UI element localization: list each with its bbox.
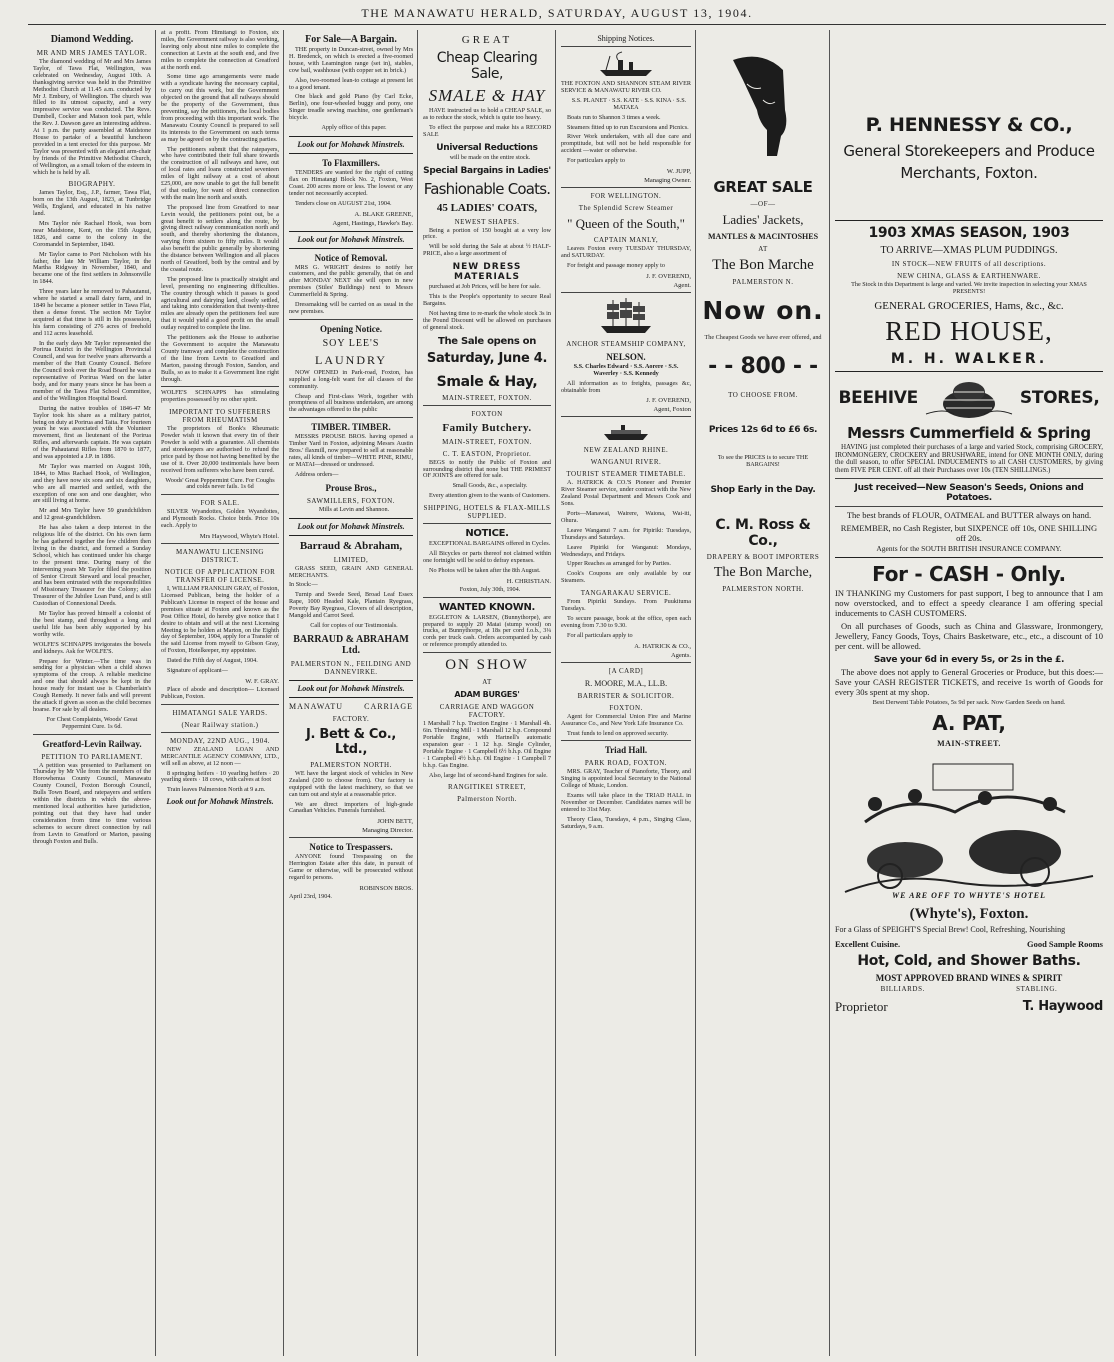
proprietor-label: Proprietor bbox=[835, 998, 888, 1014]
ad-title: SMALE & HAY bbox=[428, 86, 546, 105]
ad-label: [A CARD] bbox=[608, 666, 644, 675]
illustration-banner: WE ARE OFF TO WHYTE'S HOTEL bbox=[891, 890, 1047, 900]
divider bbox=[289, 417, 413, 418]
ad-title: GREAT SALE bbox=[713, 178, 813, 196]
ad-subheading: LIMITED, bbox=[333, 555, 369, 564]
paragraph: To see the PRICES is to secure THE BARGAINS! bbox=[717, 453, 809, 468]
paragraph: 8 springing heifers · 10 yearling heifers · 20 yearling steers · 18 cows, with calves at foot bbox=[161, 769, 279, 784]
divider bbox=[289, 319, 413, 320]
divider bbox=[835, 220, 1103, 221]
paragraph: at a profit. From Himitangi to Foxton, six miles, the Government railway is also working, leaving only about nine miles to complete the connection at Levin at the south end, and five miles to complete the connection at Greatford at the north end. bbox=[161, 30, 279, 71]
divider bbox=[161, 386, 279, 387]
paragraph: During the native troubles of 1846-47 Mr Taylor took his share as a military patriot, being on duty at Porirua and Taita. For fourteen years he was associated with the Volunteer movement, first as lieutenant of the Porirua Rifles, and afterwards captain. He was captain of the Pahautanui Rifles from 1870 to 1877, and was appointed a J.P. in 1886. bbox=[33, 404, 151, 461]
hotel-illustration bbox=[835, 752, 1103, 902]
paragraph: Tenders close on AUGUST 21st, 1904. bbox=[295, 199, 392, 207]
masthead-rule bbox=[28, 24, 1106, 25]
paragraph: GRASS SEED, GRAIN AND GENERAL MERCHANTS. bbox=[289, 564, 413, 579]
ad-heading: Notice to Trespassers. bbox=[309, 842, 393, 853]
ad-subheading: CARRIAGE AND WAGGON FACTORY. bbox=[439, 703, 535, 720]
ad-subheading: TO CHOOSE FROM. bbox=[728, 390, 798, 399]
signature: A. BLAKE GREENE, bbox=[354, 210, 413, 218]
paragraph: No Photos will be taken after the 8th August. bbox=[429, 566, 541, 574]
ad-title: LAUNDRY bbox=[314, 352, 387, 367]
paragraph: Call for copies of our Testimonials. bbox=[310, 621, 398, 629]
mohawk-ad: Look out for Mohawk Minstrels. bbox=[297, 139, 405, 149]
paragraph: To secure passage, book at the office, open each evening from 7.30 to 9.30. bbox=[561, 615, 691, 629]
ad-title: Family Butchery. bbox=[442, 421, 532, 434]
ad-subheading: PALMERSTON NORTH. bbox=[310, 760, 392, 769]
divider bbox=[161, 494, 279, 495]
ad-subheading: PALMERSTON N., FEILDING AND DANNEVIRKE. bbox=[290, 659, 412, 676]
ad-subheading: WANGANUI RIVER. bbox=[590, 458, 662, 467]
ad-subheading: DRAPERY & BOOT IMPORTERS bbox=[706, 552, 820, 561]
ad-subheading: CAPTAIN MANLY, bbox=[593, 236, 659, 245]
ad-title: J. Bett & Co., Ltd., bbox=[306, 726, 396, 757]
ad-subheading: FACTORY. bbox=[332, 714, 370, 723]
signature: J. F. OVEREND, bbox=[646, 272, 691, 280]
paragraph: Cook's Coupons are only available by our Steamers. bbox=[561, 570, 691, 585]
paragraph: Every attention given to the wants of Customers. bbox=[429, 492, 550, 500]
divider bbox=[289, 231, 413, 232]
paragraph: For all particulars apply to bbox=[567, 631, 633, 639]
ad-heading: NEW ZEALAND RHINE. bbox=[583, 446, 669, 455]
ad-title: NELSON. bbox=[606, 351, 646, 362]
ad-subheading: PARK ROAD, FOXTON. bbox=[584, 759, 668, 768]
signature: ROBINSON BROS. bbox=[359, 884, 413, 892]
ad-title: C. M. Ross & Co., bbox=[715, 516, 811, 549]
column-7 bbox=[830, 30, 1108, 1358]
paragraph: All information as to freights, passages &c, obtainable from bbox=[561, 379, 691, 394]
paragraph: The Cheapest Goods we have ever offered, and bbox=[704, 334, 822, 341]
paragraph: Address orders— bbox=[295, 470, 339, 478]
signature: Mrs Haywood, Whyte's Hotel. bbox=[199, 533, 279, 541]
ad-heading: Universal Reductions bbox=[436, 142, 538, 153]
ad-title: Cheap Clearing Sale, bbox=[436, 50, 538, 82]
ad-title: GREAT bbox=[461, 34, 513, 46]
ad-wolfe: WOLFE'S SCHNAPPS invigorates the bowels and kidneys. Ask for WOLFE'S. bbox=[33, 640, 151, 655]
paragraph: Some time ago arrangements were made with a syndicate having the necessary capital, to carry out this work, but the Government objected on the ground that all railways should be the property of the Government, thus preventing, say the petitioners, the local bodies from proceeding with this important work. The Manawatu County Council is prepared to sell its interests to the Government on such terms as may be agreed on by the contracting parties. bbox=[161, 73, 279, 143]
paragraph: A petition was presented to Parliament on Thursday by Mr Vile from the members of the Horowhenua County Council, Manawatu County Council, Foxton Borough Council, Bulls Town Board, and ratepayers and settlers within the districts in which the above-mentioned local authorities have jurisdiction, pointing out that they have had under consideration from time to time various schemes to secure direct connection by rail from Levin to Greatford or Marton, passing through Foxton and Bulls. bbox=[33, 761, 151, 845]
signature: Agent. bbox=[673, 281, 691, 289]
signature: Managing Director. bbox=[362, 827, 413, 835]
paragraph: Apply office of this paper. bbox=[321, 124, 387, 132]
coach-illustration-icon bbox=[835, 752, 1103, 902]
ad-title: RED HOUSE, bbox=[885, 315, 1053, 346]
paragraph: A. HATRICK & CO.'S Pioneer and Premier River Steamer service, under contract with the New Zealand Postal Department and Messrs Cook and Sons. bbox=[561, 479, 691, 508]
ad-heading: Save your 6d in every 5s, or 2s in the £. bbox=[873, 654, 1065, 665]
paragraph: MRS. GRAY, Teacher of Pianoforte, Theory, and Singing is appointed local Secretary to the National College of Music, London. bbox=[561, 768, 691, 790]
ad-subheading: NEW CHINA, GLASS & EARTHENWARE. bbox=[897, 272, 1041, 280]
paragraph: Dressmaking will be carried on as usual in the new premises. bbox=[289, 301, 413, 315]
ad-heading: TANGARAKAU SERVICE. bbox=[580, 589, 672, 598]
ad-title: BEEHIVE bbox=[838, 387, 918, 408]
ad-title: P. HENNESSY & CO., bbox=[865, 114, 1073, 136]
ad-subheading: The Splendid Screw Steamer bbox=[578, 204, 674, 213]
signature: J. F. OVEREND, bbox=[646, 397, 691, 405]
ad-heading: For Sale—A Bargain. bbox=[305, 34, 397, 45]
paragraph: Steamers fitted up to run Excursions and Picnics. bbox=[567, 123, 689, 131]
signature: Managing Owner. bbox=[644, 177, 691, 185]
paragraph: NOW OPENED in Park-road, Foxton, has supplied a long-felt want for all classes of the community. bbox=[289, 368, 413, 390]
signature: Agents. bbox=[670, 651, 691, 659]
divider bbox=[561, 46, 691, 47]
ad-heading: WANTED KNOWN. bbox=[438, 601, 536, 613]
ad-title: - - 800 - - bbox=[708, 353, 818, 379]
paragraph: Prepare for Winter.—The time was in sending for a physician when a child shows symptoms of the croup. A reliable medicine and one that should always be kept in the house ready for instant use is Chamberlain's Cough Remedy. It never fails and will prevent the attack if given as soon as the child becomes hoarse. For sale by all dealers. bbox=[33, 657, 151, 713]
ad-heading: FOXTON bbox=[471, 409, 503, 418]
paragraph: Small Goods, &c., a specialty. bbox=[452, 482, 528, 490]
ad-subheading: C. T. EASTON, Proprietor. bbox=[442, 449, 532, 458]
ad-heading: Notice of Removal. bbox=[314, 252, 388, 263]
paragraph: Trust funds to lend on approved security. bbox=[567, 729, 669, 737]
divider bbox=[835, 557, 1103, 558]
paragraph: Also, large list of second-hand Engines for sale. bbox=[429, 771, 548, 779]
signature: W. F. GRAY. bbox=[245, 677, 279, 685]
paragraph: NEW ZEALAND LOAN AND MERCANTILE AGENCY COMPANY, LTD., will sell as above, at 12 noon — bbox=[161, 745, 279, 767]
paragraph: BEGS to notify the Public of Foxton and surrounding district that none but THE PRIMEST OF JOINTS are offered for sale. bbox=[423, 458, 551, 480]
ad-heading: To Flaxmillers. bbox=[322, 157, 380, 168]
paragraph: Mr and Mrs Taylor have 59 grandchildren and 12 great-grandchildren. bbox=[33, 507, 151, 522]
ad-title: Messrs Cummerfield & Spring bbox=[847, 423, 1091, 442]
ad-title: The Bon Marche, bbox=[713, 564, 813, 580]
ad-heading: Special Bargains in Ladies' bbox=[423, 165, 551, 176]
paragraph: For freight and passage money apply to bbox=[567, 261, 665, 269]
column-3 bbox=[284, 30, 418, 1358]
ad-title: Triad Hall. bbox=[604, 745, 648, 756]
paragraph: Leave Wanganui 7 a.m. for Pipiriki: Tuesdays, Thursdays and Saturdays. bbox=[561, 526, 691, 541]
masthead: THE MANAWATU HERALD, SATURDAY, AUGUST 13, 1904. bbox=[361, 6, 753, 20]
ad-title: Smale & Hay, bbox=[436, 373, 538, 390]
ad-heading: FOR SALE. bbox=[200, 499, 240, 508]
paragraph: In the early days Mr Taylor represented the Porirua District in the Wellington Provincial Council, and was for twelve years afterwards a member of the Hutt County Council. Before the Council took over the Road Board he was a representative of Porirua Ward on the latter body, and for many years since he has been a member of the Tawa Flat School Committee, and of the Wellington Hospital Board. bbox=[33, 339, 151, 402]
ad-subheading: MAIN-STREET, FOXTON. bbox=[442, 393, 532, 402]
ad-subheading: AT bbox=[482, 678, 492, 687]
divider bbox=[289, 837, 413, 838]
column-1 bbox=[28, 30, 156, 1358]
paragraph: Mrs Taylor née Rachael Hook, was born near Maidstone, Kent, on the 15th August, 1826, and came to the colony in the Coromandel in September, 1840. bbox=[33, 220, 151, 248]
mohawk-ad: Look out for Mohawk Minstrels. bbox=[297, 521, 405, 531]
ad-subheading: IN STOCK—NEW FRUITS of all descriptions. bbox=[891, 260, 1047, 268]
ad-woods: Woods' Great Peppermint Cure. For Coughs and colds never fails. 1s 6d bbox=[165, 476, 275, 491]
paragraph: WE have the largest stock of vehicles in New Zealand (200 to choose from). Our factory is equipped with the latest machinery, so that we can turn out and style at a reasonable price. bbox=[289, 769, 413, 798]
ad-title: BARRAUD & ABRAHAM Ltd. bbox=[293, 633, 409, 656]
signature: JOHN BETT, bbox=[377, 818, 413, 826]
ad-subheading: MAIN-STREET. bbox=[937, 738, 1001, 748]
ad-subheading: FOXTON. bbox=[609, 703, 643, 712]
divider bbox=[561, 187, 691, 188]
paragraph: HAVE instructed us to hold a CHEAP SALE, so as to reduce the stock, which is quite too heavy. bbox=[423, 107, 551, 121]
ad-title: (Whyte's), Foxton. bbox=[909, 905, 1029, 922]
paragraph: James Taylor, Esq., J.P., farmer, Tawa Flat, born on the 13th August, 1823, at Tunbridge Wells, England, and educated in his native land. bbox=[33, 189, 151, 218]
signature: A. HATRICK & CO., bbox=[634, 642, 691, 650]
column-4 bbox=[418, 30, 556, 1358]
paragraph: Being a portion of 150 bought at a very low price. bbox=[423, 226, 551, 241]
paragraph: I, WILLIAM FRANKLIN GRAY, of Foxton, Licensed Publican, being the holder of a Publican's License in respect of the house and premises situate at Foxton and known as the Post Office Hotel, do hereby give notice that I desire to obtain and will at the next Licensing Meeting to be holden at Marton, on the Eighth day of September, 1904, apply for a Transfer of the said License from myself to Gibson Gray, of Foxton, Hotelkeeper, my appointee. bbox=[161, 585, 279, 655]
paragraph: Dated the Fifth day of August, 1904. bbox=[167, 657, 258, 665]
divider bbox=[561, 662, 691, 663]
ad-heading: GENERAL GROCERIES, Hams, &c., &c. bbox=[874, 299, 1064, 312]
divider bbox=[289, 680, 413, 681]
ad-title: A. PAT, bbox=[932, 710, 1006, 735]
paragraph: IN THANKING my Customers for past support, I beg to announce that I am now overstocked, and to effect a speedy clearance I am offering special inducements to CASH CUSTOMERS. bbox=[835, 587, 1103, 618]
ad-heading: ADAM BURGES' bbox=[454, 690, 520, 700]
ad-heading-row bbox=[289, 702, 413, 711]
paragraph: River Work undertaken, with all due care and promptitude, but will not be held responsible for accident —water or otherwise. bbox=[561, 133, 691, 155]
divider bbox=[289, 136, 413, 137]
ad-title: STORES, bbox=[1019, 387, 1100, 408]
signature: Agent, Hastings, Hawke's Bay. bbox=[332, 219, 413, 227]
paragraph: The petitioners ask the House to authorise the Government to acquire the Manawatu County tramway and complete the construction of the line from Levin to Greatford and Marton, passing through Foxton, Sandon, and Bulls, so as to make it a Government line right through. bbox=[161, 334, 279, 383]
ad-date: MONDAY, 22ND AUG., 1904. bbox=[169, 736, 271, 745]
divider bbox=[423, 523, 551, 524]
section-heading: Greatford-Levin Railway. bbox=[42, 738, 142, 749]
paragraph: Not having time to re-mark the whole stock 3s in the Pound Discount will be allowed on purchases of general stock. bbox=[423, 309, 551, 331]
steamer-icon bbox=[596, 50, 656, 78]
signature: Agent, Foxton bbox=[653, 406, 691, 414]
ad-title: R. MOORE, M.A., LL.B. bbox=[584, 678, 668, 688]
paragraph: The proposed line from Greatford to near Levin would, the petitioners point out, be a great benefit to settlers along the route, by giving direct railway communication north and south, and thereby shortening the distances, varying from sixteen to fifty miles. It would also benefit the public generally by shortening the distance between Wellington and all places north of Greatford, both by the central and by the coastal route. bbox=[161, 203, 279, 273]
paragraph: Turnip and Swede Seed, Broad Leaf Essex Rape, 1000 Headed Kale, Plantain Ryegrass, Poverty Bay Ryegrass, Clovers of all description, Mangold and Carrot Seed. bbox=[289, 591, 413, 620]
divider bbox=[289, 518, 413, 519]
ad-title: The Bon Marche bbox=[712, 257, 814, 273]
ad-subheading: RANGITIKEI STREET, bbox=[447, 783, 527, 792]
ad-title: Saturday, June 4. bbox=[426, 350, 548, 366]
sailing-ship-icon bbox=[595, 296, 657, 336]
ad-subheading: NEWEST SHAPES. bbox=[454, 217, 520, 226]
paragraph: Mr Taylor came to Port Nicholson with his father, the late Mr William Taylor, in the Martha Ridgway in November, 1840, and became one of the first settlers in Johnsonville in 1844. bbox=[33, 250, 151, 286]
paragraph: Train leaves Palmerston North at 9 a.m. bbox=[167, 786, 266, 794]
paragraph: Signature of applicant— bbox=[167, 667, 228, 675]
ad-subheading: Palmerston North. bbox=[457, 795, 517, 804]
divider bbox=[289, 535, 413, 536]
ad-title: SOY LEE'S bbox=[322, 337, 380, 349]
divider bbox=[561, 292, 691, 293]
paragraph: S.S. PLANET · S.S. KATE · S.S. KINA · S.S. MATAEA bbox=[571, 96, 687, 111]
ad-title: 1903 XMAS SEASON, 1903 bbox=[868, 225, 1070, 241]
paragraph: Ports—Manawai, Wairere, Waiona, Wai-iti, Ohura. bbox=[561, 510, 691, 524]
paragraph: For a Glass of SPEIGHT'S Special Brew! Cool, Refreshing, Nourishing bbox=[835, 924, 1066, 934]
article-title: Diamond Wedding. bbox=[50, 34, 134, 45]
paragraph: Best Derwent Table Potatoes, 5s 9d per sack. Now Garden Seeds on hand. bbox=[872, 698, 1066, 706]
paragraph: Boats run to Shannon 3 times a week. bbox=[567, 113, 661, 121]
paragraph: Upper Reaches as arranged for by Parties. bbox=[567, 560, 671, 568]
paragraph: To effect the purpose and make his a RECORD SALE bbox=[423, 123, 551, 138]
mohawk-ad: Look out for Mohawk Minstrels. bbox=[166, 797, 274, 807]
column-5 bbox=[556, 30, 696, 1358]
column-6 bbox=[696, 30, 830, 1358]
ad-heading: Shop Early in the Day. bbox=[710, 484, 816, 495]
ad-heading-word: CARRIAGE bbox=[364, 701, 413, 711]
divider bbox=[289, 153, 413, 154]
paragraph: THE property in Duncan-street, owned by Mrs H. Bredenck, on which is erected a five-roomed house, with Leamington range (set in), stables, cow bail, washhouse (with copper set in brick.) bbox=[289, 46, 413, 74]
paragraph: Exams will take place in the TRIAD HALL in November or December. Candidates names will be entered to 31st May. bbox=[561, 792, 691, 813]
ad-subheading: NOTICE OF APPLICATION FOR TRANSFER OF LICENSE. bbox=[164, 568, 276, 585]
divider bbox=[161, 732, 279, 733]
paragraph: Foxton, July 30th, 1904. bbox=[459, 585, 521, 593]
amenity: STABLING. bbox=[1016, 984, 1058, 993]
paragraph: Mr Taylor has proved himself a colonist of the best stamp, and throughout a long and useful life has been ably supported by his worthy wife. bbox=[33, 610, 151, 638]
amenity: Excellent Cuisine. bbox=[835, 938, 901, 949]
paragraph: MESSRS PROUSE BROS. having opened a Timber Yard in Foxton, adjoining Messrs Austin Bros.' flaxmill, now prepared to sell at reasonable rates, all kinds of timber—WHITE PINE, RIMU, or MATAI—dressed or undressed. bbox=[289, 433, 413, 468]
ad-subheading: PALMERSTON N. bbox=[732, 278, 794, 286]
paragraph: We are direct importers of high-grade Canadian Vehicles. Funerals furnished. bbox=[289, 800, 413, 815]
paragraph: The proposed line is practically straight and level, presenting no engineering difficulties. The country through which it passes is good agricultural and dairying land, closely settled, and taking into consideration that twenty-three miles are already open the petitioners feel sure that it would yield a good profit on the small outlay required to complete the line. bbox=[161, 275, 279, 332]
section-subheading: PETITION TO PARLIAMENT. bbox=[41, 752, 143, 761]
ad-heading: TIMBER. TIMBER. bbox=[311, 422, 391, 433]
ad-subheading: (Near Railway station.) bbox=[181, 720, 259, 729]
ad-heading: TO ARRIVE—XMAS PLUM PUDDINGS. bbox=[880, 245, 1058, 256]
proprietor-name: T. Haywood bbox=[1022, 998, 1103, 1014]
paragraph: Leave Pipiriki for Wanganui: Mondays, Wednesdays, and Fridays. bbox=[561, 543, 691, 558]
paragraph: S.S. Charles Edward · S.S. Aorere · S.S. Waverley · S.S. Kennedy bbox=[573, 362, 679, 377]
beehive-banner bbox=[835, 378, 1103, 418]
section-heading: IMPORTANT TO SUFFERERS FROM RHEUMATISM bbox=[169, 408, 271, 425]
paragraph: He has also taken a deep interest in the religious life of the district. On his own farm he has gathered together the few children then living in the district, and formed a Sunday School, which has continued under his charge to the present time. During many of the intervening years Mr Taylor filled the position of Senior Circuit Steward and local preacher, and has been entrusted with the responsibilities of Missionary Treasurer for the Colony; also Treasurer of the Jubilee Loan Fund, and is still Custodian of Connexional Deeds. bbox=[33, 524, 151, 608]
divider bbox=[835, 478, 1103, 479]
ad-title: General Storekeepers and Produce Merchants, Foxton. bbox=[843, 142, 1095, 182]
paragraph: Mr Taylor was married on August 10th, 1844, to Miss Rachael Hook, of Wellington, and they have now six sons and six daughters, who are all married and settled, with the exception of one son and one daughter, who are still living at home. bbox=[33, 462, 151, 505]
paragraph: Also, two-roomed lean-to cottage at present let to a good tenant. bbox=[289, 76, 413, 91]
paragraph: The diamond wedding of Mr and Mrs James Taylor, of Tawa Flat, Wellington, was celebrated on Wednesday, August 10th. A thanksgiving service was held in the Primitive Methodist Church at 11.45 a.m. conducted by Mr J. Embury, of Wellington. The church was filled to its utmost capacity, and a very impressive service was conducted. The Revs. Dumbell, Cocker and Matson took part, while the Rev. J. Dawson gave an interesting address. At 1 p.m. the party assembled at Maidstone House to partake of a beautiful luncheon provided in a tent erected for this purpose. Mr Taylor was presented with an elegant arm-chair by friends of the Primitive Methodist Church, of Wellington, as a small token of the esteem in which he is held by all. bbox=[33, 58, 151, 176]
paragraph: The Stock in this Department is large and varied. We invite inspection in selecting your XMAS PRESENTS! bbox=[851, 281, 1087, 295]
divider bbox=[289, 697, 413, 698]
ad-signature: Prouse Bros., bbox=[325, 482, 377, 493]
paragraph: From Pipiriki Sundays. From Puukituma Tuesdays. bbox=[561, 598, 691, 613]
paragraph: MRS G. WRIGHT desires to notify her customers, and the public generally, that on and after MONDAY NEXT she will open in new premises (Stiles' Buildings) next to Messrs Cummerfield & Spring. bbox=[289, 263, 413, 299]
paragraph: 1 Marshall 7 h.p. Traction Engine · 1 Marshall 4h. 6in. Threshing Mill · 1 Marshall 12 h.p. Compound Portable Engine, with Hartnell's automatic expansion gear · 1 12 h.p. Single Cylinder, Portable Engine · 1 Campbell 6½ b.h.p. Oil Engine · 1 Campbell 4½ b.h.p. Oil Engine · 1 Campbell 7 b.h.p. Gas Engine. bbox=[423, 720, 551, 769]
ad-heading: The Sale opens on bbox=[437, 335, 537, 347]
beehive-icon bbox=[924, 378, 1014, 418]
divider bbox=[835, 506, 1103, 507]
paragraph: THE FOXTON AND SHANNON STEAM RIVER SERVICE & MANAWATU RIVER CO. bbox=[561, 80, 691, 94]
amenities-row bbox=[835, 939, 1103, 949]
ad-subheading: TOURIST STEAMER TIMETABLE. bbox=[566, 470, 686, 479]
ad-title: " Queen of the South," bbox=[567, 216, 685, 232]
paragraph: TENDERS are wanted for the right of cutting flax on Himatangi Block No. 2, Foxton, West Coast. 200 acres more or less. The lowest or any tender not necessarily accepted. bbox=[289, 168, 413, 197]
paragraph: Theory Class, Tuesdays, 4 p.m., Singing Class, Saturdays, 9 a.m. bbox=[561, 815, 691, 830]
divider bbox=[561, 416, 691, 417]
paragraph: The best brands of FLOUR, OATMEAL and BUTTER always on hand. bbox=[846, 510, 1092, 520]
paragraph: HAVING just completed their purchases of a large and varied Stock, comprising GROCERY, IRONMONGERY, CROCKERY and BRUSHWARE, intend for ONE MONTH ONLY, during the dull season, to offer SPECIAL INDUCEMENTS to all CASH CUSTOMERS, by giving them FIVE PER CENT. off all their Purchases over 10s (TEN SHILLINGS.) bbox=[835, 442, 1103, 475]
paragraph: For particulars apply to bbox=[567, 157, 625, 165]
divider bbox=[161, 543, 279, 544]
paragraph: On all purchases of Goods, such as China and Glassware, Ironmongery, Jewellery, Fancy Goods, Toys, Chairs Basketware, etc., etc., a discount of 10 per cent. will be allowed. bbox=[835, 620, 1103, 651]
ad-title: Hot, Cold, and Shower Baths. bbox=[857, 952, 1081, 969]
paragraph: The petitioners submit that the ratepayers, who have contributed their full share towards the construction of all railways and have, out of local rates and loans constructed seventeen miles of light railway at a cost of about £25,000, are now unable to get the full benefit of that outlay, for want of direct connection with the main line north and south. bbox=[161, 145, 279, 201]
mohawk-ad: Look out for Mohawk Minstrels. bbox=[297, 683, 405, 693]
paragraph: One black and gold Piano (by Carl Ecke, Berlin), one four-wheeled buggy and pony, one Singer treadle sewing machine, one gentleman's bicycle. bbox=[289, 93, 413, 122]
ad-subheading: BARRISTER & SOLICITOR. bbox=[577, 691, 675, 700]
ad-heading: NEW DRESS MATERIALS bbox=[452, 262, 522, 283]
paragraph: SILVER Wyandottes, Golden Wyandottes, and Plymouth Rocks. Choice birds. Price 10s each. Apply to bbox=[161, 508, 279, 530]
ad-heading: ANCHOR STEAMSHIP COMPANY, bbox=[566, 339, 686, 348]
ad-title: Ladies' Jackets, bbox=[722, 212, 804, 227]
paragraph: Will be sold during the Sale at about ½ HALF-PRICE, also a large assortment of bbox=[423, 243, 551, 258]
paragraph: Cheap and First-class Work, together with promptness of all business undertaken, are among the advantages offered to the public bbox=[289, 392, 413, 414]
ad-title: ON SHOW bbox=[445, 657, 529, 674]
ad-title: Barraud & Abraham, bbox=[299, 539, 403, 552]
section-heading: Shipping Notices. bbox=[597, 34, 655, 43]
ad-subheading: PALMERSTON NORTH. bbox=[722, 584, 804, 593]
mohawk-ad: Look out for Mohawk Minstrels. bbox=[297, 234, 405, 244]
paragraph: EXCEPTIONAL BARGAINS offered in Cycles. bbox=[429, 540, 551, 548]
ad-subheading: —OF— bbox=[750, 200, 776, 208]
ad-heading: SHIPPING, HOTELS & FLAX-MILLS SUPPLIED. bbox=[423, 504, 551, 521]
paragraph: Place of abode and description— Licensed Publican, Foxton. bbox=[161, 685, 279, 700]
ad-subheading: MAIN-STREET, FOXTON. bbox=[442, 437, 532, 446]
divider bbox=[423, 405, 551, 406]
ad-signature-sub: SAWMILLERS, FOXTON. bbox=[307, 496, 395, 505]
ad-heading: Just received—New Season's Seeds, Onions and Potatoes. bbox=[854, 483, 1084, 503]
ad-heading: MANTLES & MACINTOSHES bbox=[707, 232, 819, 241]
divider bbox=[423, 652, 551, 653]
paragraph: ANYONE found Trespassing on the Herrington Estate after this date, in pursuit of Game or otherwise, will be prosecuted without regard to persons. bbox=[289, 853, 413, 882]
paragraph: REMEMBER, no Cash Register, but SIXPENCE off 10s, ONE SHILLING off 20s. bbox=[840, 523, 1098, 543]
ad-heading: NOTICE. bbox=[465, 528, 509, 540]
section-heading: BIOGRAPHY. bbox=[68, 180, 116, 189]
ad-woods: For Chest Complaints, Woods' Great Peppermint Cure. 1s 6d. bbox=[46, 715, 138, 730]
paragraph: Agent for Commercial Union Fire and Marine Assurance Co., and New York Life Insurance Co. bbox=[561, 712, 691, 727]
ad-heading: MOST APPROVED BRAND WINES & SPIRIT bbox=[875, 972, 1063, 983]
paragraph: This is the People's opportunity to secure Real Bargains. bbox=[423, 293, 551, 307]
ad-heading: HIMATANGI SALE YARDS. bbox=[172, 708, 268, 717]
paragraph: The proprietors of Bonk's Rheumatic Powder wish it known that every tin of their Powder is sold with a guarantee. All chemists and storekeepers are authorised to refund the price paid by those not having benefited by the use of it. Over 20,000 testimonials have been received from sufferers who have been cured. bbox=[161, 425, 279, 474]
paragraph: Leaves Foxton every TUESDAY THURSDAY, and SATURDAY. bbox=[561, 245, 691, 259]
ad-subheading: AT bbox=[758, 245, 768, 253]
ad-wolfe: WOLFE'S SCHNAPPS has stimulating properties possessed by no other spirit. bbox=[161, 389, 279, 404]
divider bbox=[289, 248, 413, 249]
divider bbox=[561, 740, 691, 741]
divider bbox=[33, 734, 151, 735]
divider bbox=[423, 597, 551, 598]
paragraph: EGGLETON & LARSEN, (Bunnythorpe), are prepared to supply 20 Matai (stump wood) on trucks, at Bunnythorpe, at 18s per cord f.o.b., 3¼ cords per truck cash. Orders accompanied by cash or reference promptly attended to. bbox=[423, 613, 551, 649]
article-subtitle: MR AND MRS JAMES TAYLOR. bbox=[36, 49, 148, 57]
signature: W. JUPP, bbox=[666, 168, 691, 176]
ad-title: M. H. WALKER. bbox=[890, 350, 1048, 367]
divider bbox=[161, 704, 279, 705]
pointing-hand-icon bbox=[723, 50, 803, 160]
paragraph: Mills at Levin and Shannon. bbox=[318, 505, 390, 513]
proprietor-row bbox=[835, 999, 1103, 1015]
paragraph: Agents for the SOUTH BRITISH INSURANCE COMPANY. bbox=[876, 544, 1062, 553]
paragraph: purchased at Job Prices, will be here for sale. bbox=[429, 283, 541, 291]
signature: H. CHRISTIAN. bbox=[506, 577, 551, 585]
paragraph: The above does not apply to General Groceries or Produce, but this does:—Save your CASH REGISTER TICKETS, and receive 1s worth of Goods for every 30s spent at my shop. bbox=[835, 666, 1103, 697]
paragraph: In Stock:— bbox=[289, 581, 318, 589]
ad-heading: FOR WELLINGTON. bbox=[590, 192, 662, 201]
paragraph: will be made on the entire stock. bbox=[449, 153, 531, 161]
ad-heading: Opening Notice. bbox=[320, 323, 382, 334]
ad-title: Now on. bbox=[702, 296, 824, 325]
amenities-row bbox=[835, 985, 1103, 993]
column-2 bbox=[156, 30, 284, 1358]
paragraph: April 23rd, 1904. bbox=[289, 892, 332, 900]
amenity: Good Sample Rooms bbox=[1026, 938, 1103, 949]
paragraph: All Bicycles or parts thereof not claimed within one fortnight will be sold to defray expenses. bbox=[423, 550, 551, 564]
ad-title: Fashionable Coats. bbox=[423, 179, 551, 198]
ad-heading-word: MANAWATU bbox=[289, 701, 344, 711]
ad-heading: Prices 12s 6d to £6 6s. bbox=[708, 424, 818, 435]
river-steamer-icon bbox=[601, 420, 651, 442]
ad-heading: 45 LADIES' COATS, bbox=[436, 201, 538, 214]
ad-heading: MANAWATU LICENSING DISTRICT. bbox=[176, 548, 264, 565]
amenity: BILLIARDS. bbox=[880, 984, 925, 993]
paragraph: Three years later he removed to Pahautanui, where he started a small dairy farm, and in 1849 he became a pioneer settler in Tawa Flat, then a dense forest. The section Mr Taylor acquired at that time is still in his possession, his farm consisting of 276 acres of freehold and 112 acres leasehold. bbox=[33, 288, 151, 337]
ad-title: For - CASH - Only. bbox=[872, 561, 1066, 586]
divider bbox=[835, 371, 1103, 372]
